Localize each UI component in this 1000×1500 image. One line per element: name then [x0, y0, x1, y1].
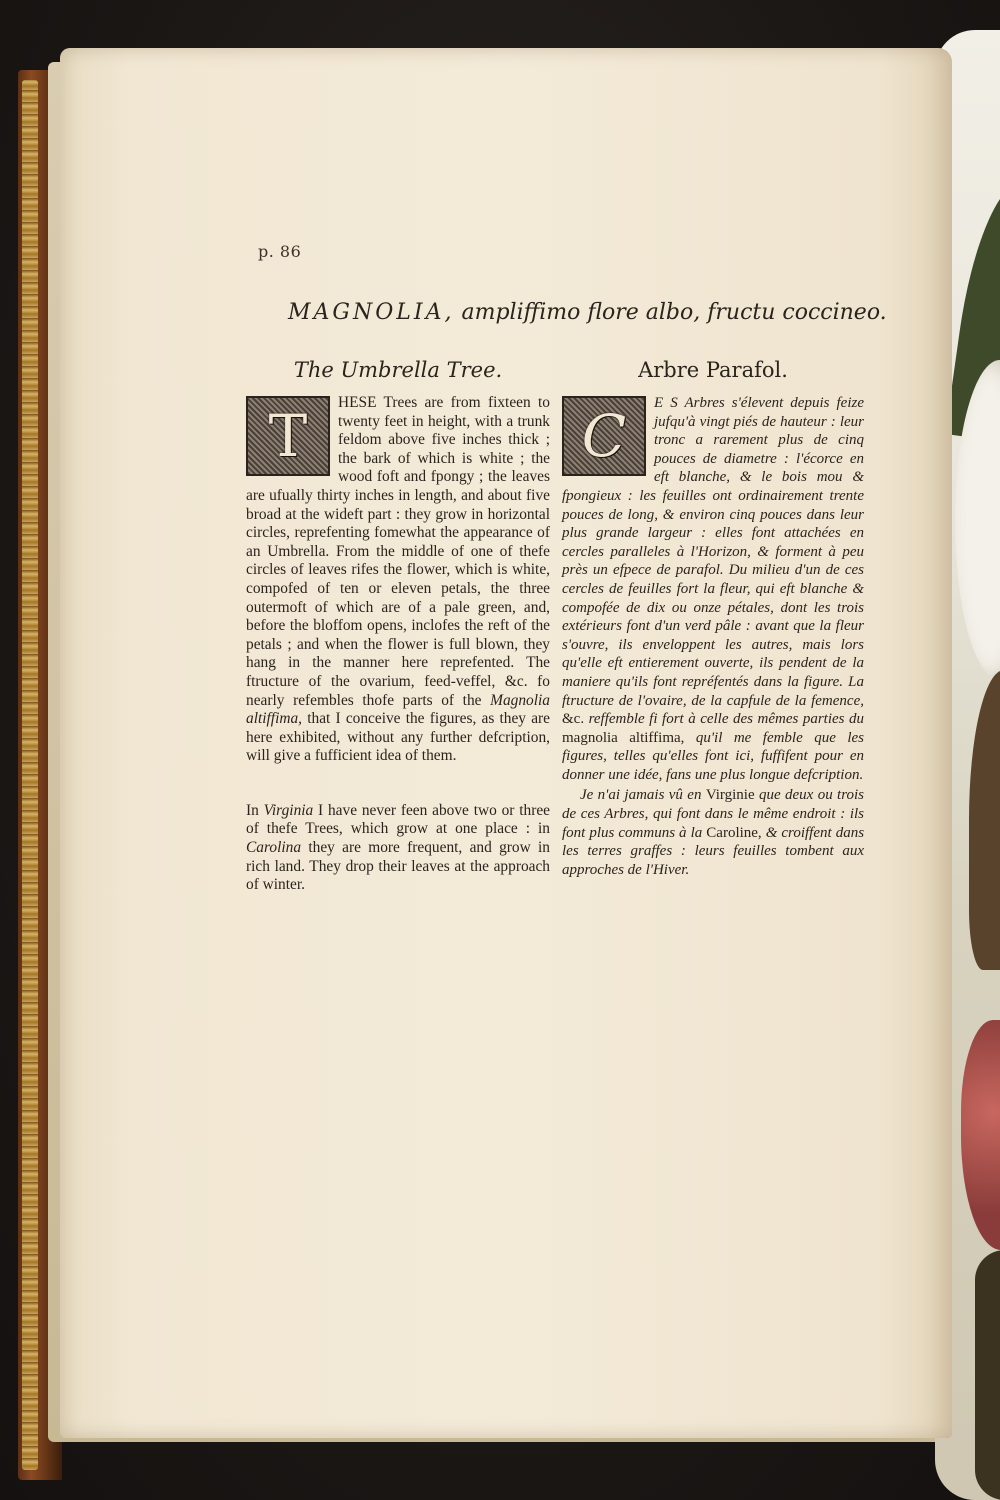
- french-roman-term: &c.: [562, 711, 585, 728]
- french-paragraph-1: [562, 394, 864, 784]
- plate-leaf-illustration: [969, 670, 1000, 970]
- english-text: In: [246, 801, 259, 819]
- title-description: ampliffimo flore albo, fructu coccineo.: [461, 300, 887, 325]
- gilt-spine-border: [22, 80, 38, 1470]
- french-text: Je n'ai jamais vû en: [580, 787, 702, 804]
- plate-fruit-cone-illustration: [961, 1020, 1000, 1250]
- french-text: qu'il me femble que les figures, telles qu'elles font ici, fuffifent pour en donner une idée, fans une plus longue defcription.: [562, 729, 864, 783]
- french-roman-term: magnolia altiffima,: [562, 729, 685, 746]
- french-text: E S Arbres s'élevent depuis feize jufqu'à vingt piés de hauteur : leur tronc a rarement plus de cinq pouces de diametre : l'écorce en eft blanche, & le bois mou & fpongieux : les feuilles ont ordinairement trente pouces de long, & environ cinq pouces dans leur plus grande largeur : elles font attachées en cercles paralleles à l'Horizon, & forment à peu près un efpece de parafol. Du milieu d'un de ces cercles de feuilles fort la fleur, qui eft blanche & compofée de dix ou onze pétales, dont les trois extérieurs font d'un verd pâle : avant que la fleur s'ouvre, ils enveloppent les autres, mais lors qu'elle eft entierement ouverte, ils pendent de la maniere qu'ils font repréfentés dans la figure. La ftructure de l'ovaire, de la capfule de la femence,: [562, 395, 864, 709]
- french-heading: Arbre Parafol.: [638, 358, 788, 382]
- french-roman-term: Virginie: [705, 787, 755, 804]
- english-italic-term: Virginia: [263, 801, 314, 819]
- english-text: I have never feen above two or three of thefe Trees, which grow at one place : in: [246, 801, 550, 838]
- english-text: that I conceive the figures, as they are here exhibited, without any further defcription, will give a fufficient idea of them.: [246, 710, 550, 765]
- english-text: HESE Trees are from fixteen to twenty feet in height, with a trunk feldom above five inches thick ; the bark of which is white ; the wood foft and fpongy ; the leaves are ufually thirty inches in length, and about five broad at the wideft part : they grow in horizontal circles, reprefenting fomewhat the appearance of an Umbrella. From the middle of one of thefe circles of leaves rifes the flower, which is white, compofed of ten or eleven petals, the three outermoft of which are of a pale green, and, before the bloffom opens, inclofes the reft of the petals ; and when the flower is full blown, they hang in the manner here reprefented. The ftructure of the ovarium, feed-veffel, &c. fo nearly refembles thofe parts of the: [246, 394, 550, 709]
- dropcap-letter: C: [581, 401, 627, 470]
- english-column: [246, 358, 550, 895]
- french-paragraph-2: [562, 786, 864, 879]
- plate-stem-illustration: [975, 1250, 1000, 1500]
- dropcap-letter: T: [268, 401, 308, 470]
- english-paragraph-2: [246, 802, 550, 895]
- page-number: p. 86: [258, 242, 302, 261]
- english-italic-term: Magnolia altiffima,: [246, 691, 550, 728]
- english-paragraph-1: [246, 394, 550, 766]
- ornamental-dropcap-t: [246, 396, 330, 476]
- french-roman-term: Caroline,: [706, 824, 762, 841]
- ornamental-dropcap-c: [562, 396, 646, 476]
- french-text: reffemble fi fort à celle des mêmes parties du: [588, 711, 865, 728]
- english-text: they are more frequent, and grow in rich land. They drop their leaves at the approach of winter.: [246, 839, 550, 894]
- title-genus: MAGNOLIA,: [288, 300, 455, 325]
- english-italic-term: Carolina: [246, 839, 302, 857]
- french-column: [562, 358, 864, 879]
- french-text: que deux ou trois de ces Arbres, qui font dans le même endroit : ils font plus communs à la: [562, 787, 864, 841]
- plate-title: [288, 300, 887, 325]
- french-text: & croiffent dans les terres graffes : leurs feuilles tombent aux approches de l'Hiver.: [562, 824, 865, 878]
- english-heading: The Umbrella Tree.: [293, 358, 503, 382]
